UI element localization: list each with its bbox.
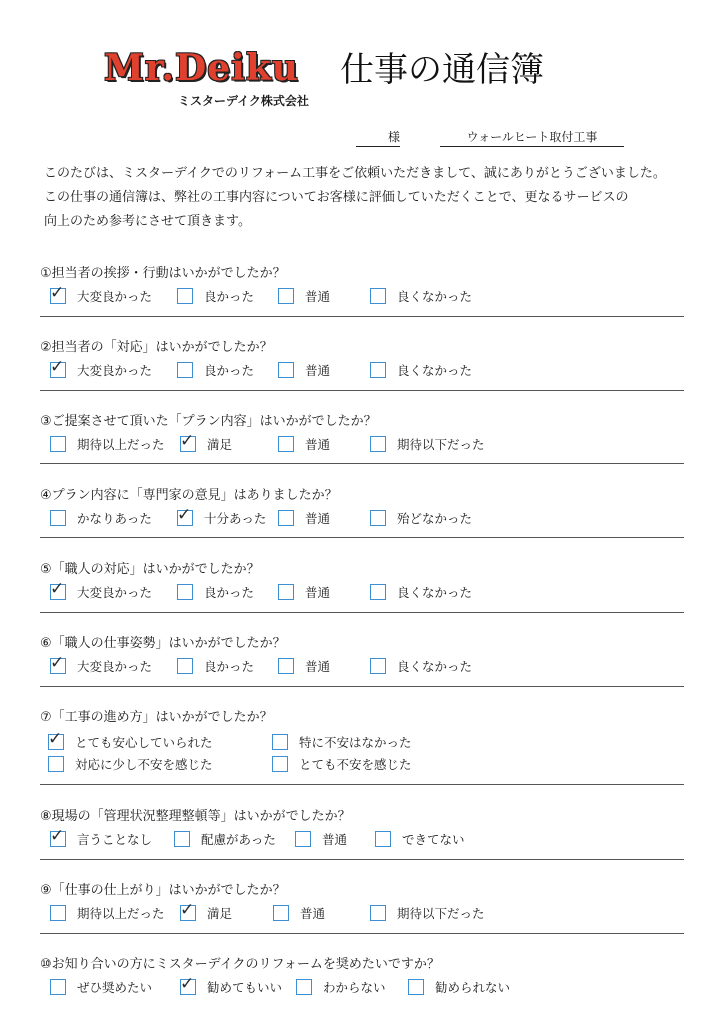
option-label: 良かった: [204, 659, 255, 674]
intro-line: この仕事の通信簿は、弊社の工事内容についてお客様に評価していただくことで、更なるサービスの: [44, 190, 629, 205]
answer-option[interactable]: [48, 729, 248, 752]
option-label: 配慮があった: [201, 832, 276, 847]
section-divider: [40, 316, 684, 317]
option-label: とても安心していられた: [75, 735, 213, 750]
question-1: [40, 262, 684, 314]
question-9: [40, 879, 684, 931]
check-mark-icon: ✓: [50, 653, 65, 673]
check-mark-icon: ✓: [50, 826, 65, 846]
checkbox[interactable]: [174, 831, 190, 847]
question-5: [40, 558, 684, 610]
option-label: 勧められない: [435, 980, 511, 995]
check-mark-icon: ✓: [180, 900, 195, 920]
question-text: ⑦「工事の進め方」はいかがでしたか？: [40, 710, 273, 725]
answer-option[interactable]: [375, 831, 575, 849]
question-text: ⑩お知り合いの方にミスターデイクのリフォームを奨めたいですか？: [40, 957, 440, 972]
checkbox[interactable]: [177, 658, 193, 674]
checkbox[interactable]: [177, 362, 193, 378]
section-divider: [40, 390, 684, 391]
option-label: 大変良かった: [77, 659, 153, 674]
answer-option[interactable]: [370, 436, 570, 454]
question-text: ⑤「職人の対応」はいかがでしたか？: [40, 562, 260, 577]
checkbox[interactable]: [272, 756, 288, 772]
option-label: わからない: [323, 980, 386, 995]
option-label: 殆どなかった: [397, 511, 473, 526]
option-label: 言うことなし: [77, 832, 153, 847]
option-label: できてない: [402, 832, 465, 847]
question-text: ②担当者の「対応」はいかがでしたか？: [40, 340, 273, 355]
intro-line: 向上のため参考にさせて頂きます。: [44, 214, 251, 229]
section-divider: [40, 784, 684, 785]
question-text: ⑨「仕事の仕上がり」はいかがでしたか？: [40, 883, 286, 898]
option-label: 大変良かった: [77, 363, 153, 378]
answer-option[interactable]: [370, 288, 570, 306]
option-label: 普通: [305, 585, 331, 600]
checkbox[interactable]: [295, 831, 311, 847]
answer-option[interactable]: [370, 362, 570, 380]
logo: Mr.Deiku: [104, 47, 299, 89]
answer-option[interactable]: [370, 905, 570, 923]
checkbox[interactable]: [50, 979, 66, 995]
option-label: 大変良かった: [77, 289, 153, 304]
checkbox[interactable]: [50, 905, 66, 921]
checkbox[interactable]: [272, 734, 288, 750]
option-label: 普通: [305, 363, 331, 378]
checkbox[interactable]: [370, 905, 386, 921]
checkbox[interactable]: [278, 584, 294, 600]
option-label: 大変良かった: [77, 585, 153, 600]
answer-option[interactable]: [272, 756, 472, 774]
option-label: 満足: [207, 437, 233, 452]
question-text: ⑧現場の「管理状況整理整頓等」はいかがでしたか？: [40, 809, 351, 824]
option-label: 勧めてもいい: [207, 980, 283, 995]
checkbox[interactable]: [50, 510, 66, 526]
question-text: ④プラン内容に「専門家の意見」はありましたか？: [40, 488, 338, 503]
checkbox[interactable]: [177, 584, 193, 600]
job-title-field: ウォールヒート取付工事: [440, 128, 624, 147]
answer-option[interactable]: [48, 756, 248, 774]
option-label: 対応に少し不安を感じた: [75, 757, 213, 772]
checkbox[interactable]: [278, 510, 294, 526]
option-label: 満足: [207, 906, 233, 921]
question-10: [40, 953, 684, 1005]
option-label: 普通: [300, 906, 326, 921]
section-divider: [40, 463, 684, 464]
option-label: 期待以上だった: [77, 437, 165, 452]
checkbox[interactable]: [177, 288, 193, 304]
section-divider: [40, 859, 684, 860]
checkbox[interactable]: [370, 658, 386, 674]
option-label: 良くなかった: [397, 289, 473, 304]
header: [0, 0, 724, 144]
check-mark-icon: ✓: [180, 431, 195, 451]
checkbox[interactable]: [273, 905, 289, 921]
option-label: 普通: [305, 659, 331, 674]
section-divider: [40, 686, 684, 687]
intro-line: このたびは、ミスターデイクでのリフォーム工事をご依頼いただきまして、誠にありがとうございました。: [44, 166, 666, 181]
answer-option[interactable]: [272, 734, 472, 752]
option-label: 良かった: [204, 585, 255, 600]
option-label: かなりあった: [77, 511, 152, 526]
checkbox[interactable]: [370, 436, 386, 452]
answer-option[interactable]: [370, 658, 570, 676]
checkbox[interactable]: [370, 288, 386, 304]
option-label: 普通: [305, 511, 331, 526]
checkbox[interactable]: [370, 584, 386, 600]
option-label: 十分あった: [204, 511, 267, 526]
option-label: 良かった: [204, 289, 255, 304]
option-label: 特に不安はなかった: [299, 735, 412, 750]
option-label: 良くなかった: [397, 659, 473, 674]
question-7: [40, 706, 684, 784]
check-mark-icon: ✓: [180, 974, 195, 994]
question-text: ③ご提案させて頂いた「プラン内容」はいかがでしたか？: [40, 414, 377, 429]
section-divider: [40, 933, 684, 934]
checkbox[interactable]: [48, 756, 64, 772]
option-label: 期待以下だった: [397, 437, 485, 452]
option-label: とても不安を感じた: [299, 757, 412, 772]
option-label: ぜひ奨めたい: [77, 980, 153, 995]
question-text: ①担当者の挨拶・行動はいかがでしたか？: [40, 266, 286, 281]
question-6: [40, 632, 684, 684]
check-mark-icon: ✓: [48, 729, 63, 749]
checkbox[interactable]: [50, 436, 66, 452]
intro-text: [44, 162, 684, 234]
checkbox[interactable]: [370, 362, 386, 378]
section-divider: [40, 612, 684, 613]
question-3: [40, 410, 684, 462]
page-title: 仕事の通信簿: [340, 50, 544, 90]
checkbox[interactable]: [278, 436, 294, 452]
question-2: [40, 336, 684, 388]
question-8: [40, 805, 684, 857]
question-4: [40, 484, 684, 536]
customer-name-field[interactable]: 様: [356, 128, 400, 147]
checkbox[interactable]: [375, 831, 391, 847]
checkbox[interactable]: [278, 658, 294, 674]
option-label: 普通: [305, 289, 331, 304]
option-label: 良くなかった: [397, 363, 473, 378]
question-text: ⑥「職人の仕事姿勢」はいかがでしたか？: [40, 636, 286, 651]
checkbox[interactable]: [278, 288, 294, 304]
checkbox[interactable]: [296, 979, 312, 995]
check-mark-icon: ✓: [50, 357, 65, 377]
checkbox[interactable]: [408, 979, 424, 995]
option-label: 期待以上だった: [77, 906, 165, 921]
option-label: 良かった: [204, 363, 255, 378]
option-label: 期待以下だった: [397, 906, 485, 921]
section-divider: [40, 537, 684, 538]
check-mark-icon: ✓: [50, 579, 65, 599]
option-label: 普通: [322, 832, 348, 847]
answer-option[interactable]: [370, 510, 570, 528]
checkbox[interactable]: [370, 510, 386, 526]
answer-option[interactable]: [370, 584, 570, 602]
checkbox[interactable]: [278, 362, 294, 378]
option-label: 良くなかった: [397, 585, 473, 600]
answer-option[interactable]: [408, 979, 608, 997]
company-name: ミスターデイク株式会社: [178, 94, 309, 108]
check-mark-icon: ✓: [177, 505, 192, 525]
check-mark-icon: ✓: [50, 283, 65, 303]
option-label: 普通: [305, 437, 331, 452]
